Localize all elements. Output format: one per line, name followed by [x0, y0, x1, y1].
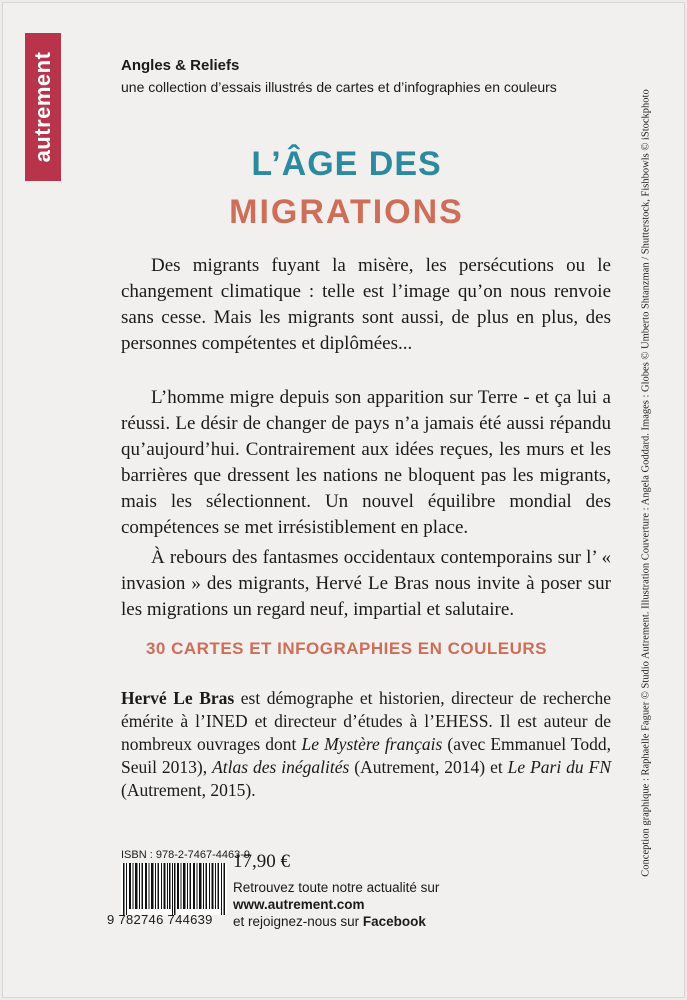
bio-book-2: Atlas des inégalités — [212, 757, 350, 777]
barcode-image — [121, 863, 227, 915]
bio-text-1: est démographe et historien, directeur de recherche émérite à l’INED et directeur d’études à l’EHESS. Il est auteur de nombreux ouvrages dont — [121, 688, 611, 754]
price: 17,90 € — [233, 851, 290, 872]
promo-website — [233, 896, 439, 913]
image-credits-text: Conception graphique : Raphaelle Faguer © Studio Autrement. Illustration Couverture : Angela Goddard. Images : Globes © Umberto Shtanzman / Shutterstock, Fishbowls © iStockphoto — [640, 89, 652, 877]
bio-book-1: Le Mystère français — [301, 734, 443, 754]
book-title-line-1: L’ÂGE DES — [251, 145, 442, 183]
bio-book-3: Le Pari du FN — [507, 757, 611, 777]
website-link[interactable]: www.autrement.com — [233, 897, 365, 912]
promo-line-3-prefix: et rejoignez-nous sur — [233, 914, 363, 929]
bio-text-2: (avec Emmanuel Todd, Seuil 2013), — [121, 734, 612, 777]
bio-text-3: (Autrement, 2014) et — [349, 757, 508, 777]
series-name: Angles & Reliefs — [121, 57, 240, 74]
series-description: une collection d’essais illustrés de cartes et d’infographies en couleurs — [121, 79, 557, 95]
features-headline: 30 CARTES ET INFOGRAPHIES EN COULEURS — [145, 639, 548, 658]
bio-text-4: (Autrement, 2015). — [121, 780, 256, 800]
image-credits — [633, 33, 659, 933]
book-title-line-2: MIGRATIONS — [229, 193, 464, 231]
author-bio — [121, 687, 611, 802]
publisher-logo-text: autrement — [30, 51, 55, 163]
blurb-paragraph-1: Des migrants fuyant la misère, les persécutions ou le changement climatique : telle est l’image qu’on nous renvoie sans cesse. Mais les migrants sont aussi, de plus en plus, des personnes compétentes et diplômées... — [121, 255, 611, 354]
isbn-label: ISBN : 978-2-7467-4463-9 — [121, 849, 251, 861]
promo-line-3 — [233, 913, 439, 930]
author-name: Hervé Le Bras — [121, 688, 235, 708]
barcode-digits: 9 782746 744639 — [107, 912, 213, 927]
facebook-link[interactable]: Facebook — [362, 914, 426, 929]
blurb-paragraph-3: À rebours des fantasmes occidentaux contemporains sur l’ « invasion » des migrants, Hervé Le Bras nous invite à poser sur les migrations un regard neuf, impartial et salutaire. — [121, 547, 611, 620]
blurb-paragraph-2: L’homme migre depuis son apparition sur Terre - et ça lui a réussi. Le désir de changer de pays n’a jamais été aussi répandu qu’aujourd’hui. Contrairement aux idées reçues, les murs et les barrières que dressent les nations ne bloquent pas les migrants, mais les sélectionnent. Un nouvel équilibre mondial des compétences se met irrésistiblement en place. — [121, 387, 611, 538]
promo-line-1: Retrouvez toute notre actualité sur — [233, 880, 440, 895]
book-back-cover — [2, 2, 685, 998]
publisher-promo — [233, 879, 439, 930]
